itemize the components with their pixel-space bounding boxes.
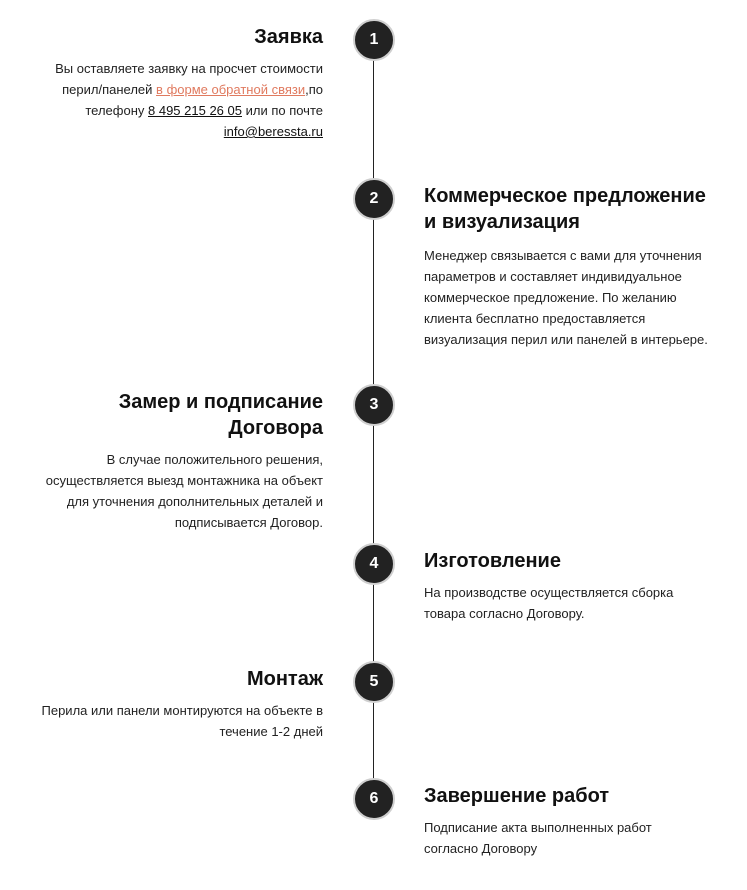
step-3-description: В случае положительного решения, осуществляется выезд монтажника на объект для уточнения дополнительных деталей и подписывается Договор. <box>45 452 323 530</box>
step-1-block <box>20 24 323 142</box>
step-3-title: Замер и подписание Договора <box>118 391 323 439</box>
feedback-form-link[interactable]: в форме обратной связи <box>156 82 306 97</box>
step-6-description: Подписание акта выполненных работ согласно Договору <box>424 820 652 856</box>
step-1-number-badge: 1 <box>353 19 395 61</box>
step-4-description: На производстве осуществляется сборка товара согласно Договору. <box>424 585 674 621</box>
step-1-text-part1: Вы оставляете заявку на просчет стоимости перил/панелей <box>55 61 323 97</box>
step-5-block <box>20 666 323 742</box>
step-4-block <box>424 548 724 624</box>
step-5-description: Перила или панели монтируются на объекте в течение 1-2 дней <box>41 703 323 739</box>
step-5-title: Монтаж <box>246 668 323 690</box>
step-2-title-line1: Коммерческое предложение <box>424 185 706 207</box>
step-3-number-badge: 3 <box>353 384 395 426</box>
step-1-description <box>20 58 323 142</box>
step-6-title: Завершение работ <box>424 785 610 807</box>
step-5-number-badge: 5 <box>353 661 395 703</box>
step-1-title: Заявка <box>254 26 323 48</box>
step-1-text-part3: или по почте <box>241 103 323 118</box>
step-4-title: Изготовление <box>424 550 561 572</box>
step-2-description: Менеджер связывается с вами для уточнения параметров и составляет индивидуальное коммерческое предложение. По желанию клиента бесплатно предоставляется визуализация перил или панелей в интерьере. <box>424 248 708 347</box>
email-link[interactable]: info@beressta.ru <box>223 124 323 139</box>
step-2-number-badge: 2 <box>353 178 395 220</box>
step-1-text-part2: ,по телефону <box>85 82 323 118</box>
step-2-block <box>424 183 724 350</box>
step-3-block <box>20 389 323 533</box>
step-2-title <box>424 183 724 235</box>
phone-link[interactable]: 8 495 215 26 05 <box>148 103 242 118</box>
step-6-number-badge: 6 <box>353 778 395 820</box>
step-6-block <box>424 783 724 859</box>
step-2-title-line2: и визуализация <box>424 211 580 233</box>
step-4-number-badge: 4 <box>353 543 395 585</box>
